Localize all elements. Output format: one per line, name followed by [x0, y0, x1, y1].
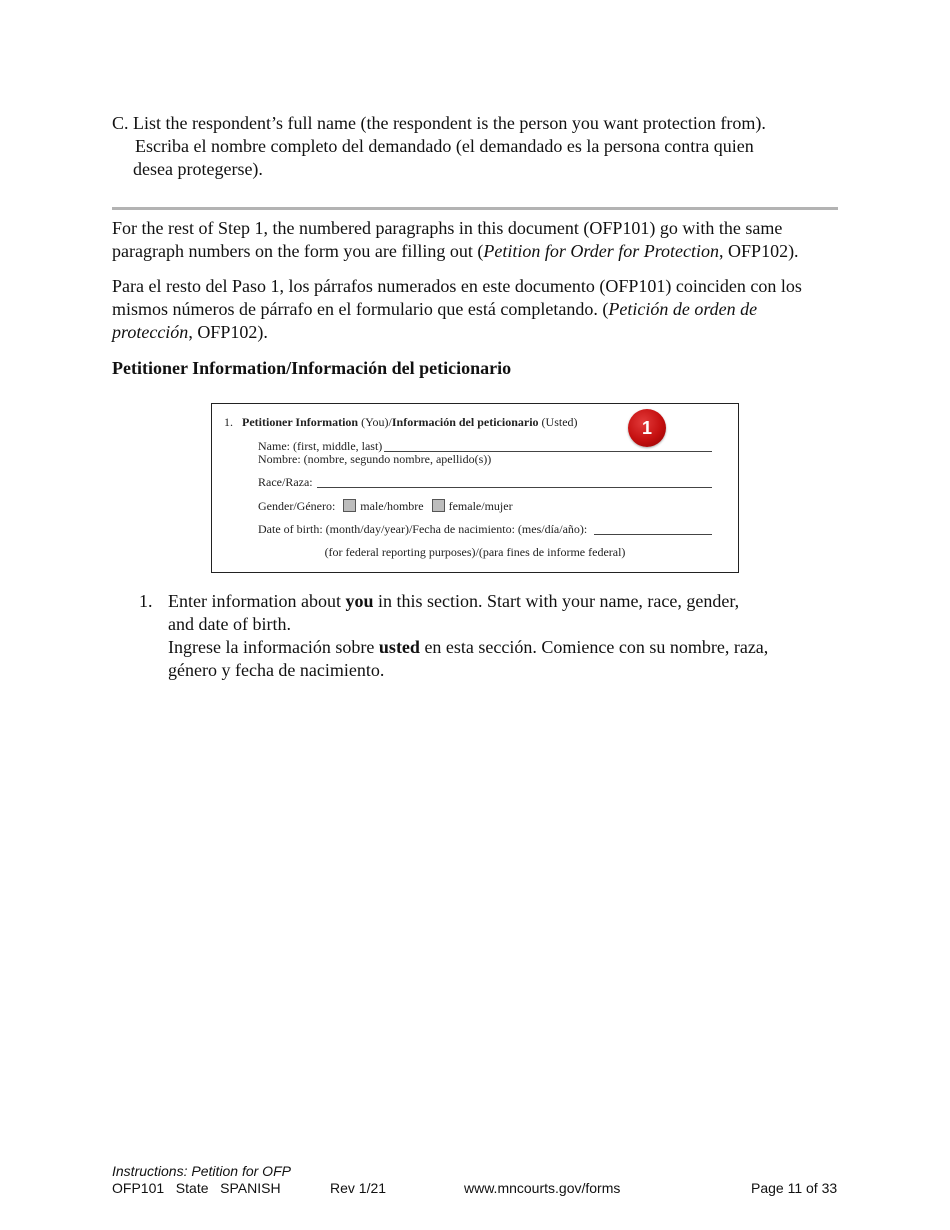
footer-revision: Rev 1/21: [330, 1180, 387, 1196]
form-dob-label: Date of birth: (month/day/year)/Fecha de nacimiento: (mes/día/año):: [258, 522, 588, 536]
rest-of-step-es: Para el resto del Paso 1, los párrafos numerados en este documento (OFP101) coinciden con los mismos números de párrafo en el formulario que está completando. (Petición de orden de protección, OFP102).: [112, 276, 802, 342]
form-federal-note: (for federal reporting purposes)/(para fines de informe federal): [324, 545, 626, 559]
form-nombre-label: Nombre: (nombre, segundo nombre, apellido(s)): [258, 452, 492, 466]
form-name-label: Name: (first, middle, last): [258, 439, 383, 453]
instruction-1-en-line-1: Enter information about you in this section. Start with your name, race, gender,: [168, 591, 740, 611]
female-checkbox-icon: [432, 499, 445, 512]
form-title: 1. Petitioner Information (You)/Información del peticionario (Usted): [224, 415, 578, 429]
form-race-label: Race/Raza:: [258, 475, 313, 489]
rest-of-step-en: For the rest of Step 1, the numbered paragraphs in this document (OFP101) go with the same paragraph numbers on the form you are filling out (Petition for Order for Protection, OFP102).: [112, 218, 799, 261]
male-checkbox-icon: [343, 499, 356, 512]
item-c-line-1: C. List the respondent’s full name (the respondent is the person you want protection from).: [112, 113, 766, 133]
section-heading: Petitioner Information/Información del peticionario: [112, 358, 512, 378]
instruction-1-es-line-2: género y fecha de nacimiento.: [168, 660, 385, 680]
step-number-badge: 1: [628, 409, 666, 447]
footer-doc-title: Instructions: Petition for OFP: [112, 1163, 291, 1179]
item-c-line-2: Escriba el nombre completo del demandado (el demandado es la persona contra quien: [135, 136, 754, 156]
form-gender-row: Gender/Género: male/hombre female/mujer: [258, 499, 513, 513]
instruction-1-en-line-2: and date of birth.: [168, 614, 291, 634]
form-race-line: [317, 487, 712, 488]
footer-form-code: OFP101 State SPANISH: [112, 1180, 281, 1196]
footer-website: www.mncourts.gov/forms: [464, 1180, 621, 1196]
item-c-line-3: desea protegerse).: [133, 159, 263, 179]
footer-page-number: Page 11 of 33: [751, 1180, 838, 1196]
instruction-1-number: 1.: [139, 591, 153, 611]
section-divider: [112, 207, 838, 210]
form-dob-line: [594, 534, 712, 535]
form-excerpt-image: [211, 403, 739, 573]
instruction-1-es-line-1: Ingrese la información sobre usted en esta sección. Comience con su nombre, raza,: [168, 637, 769, 657]
